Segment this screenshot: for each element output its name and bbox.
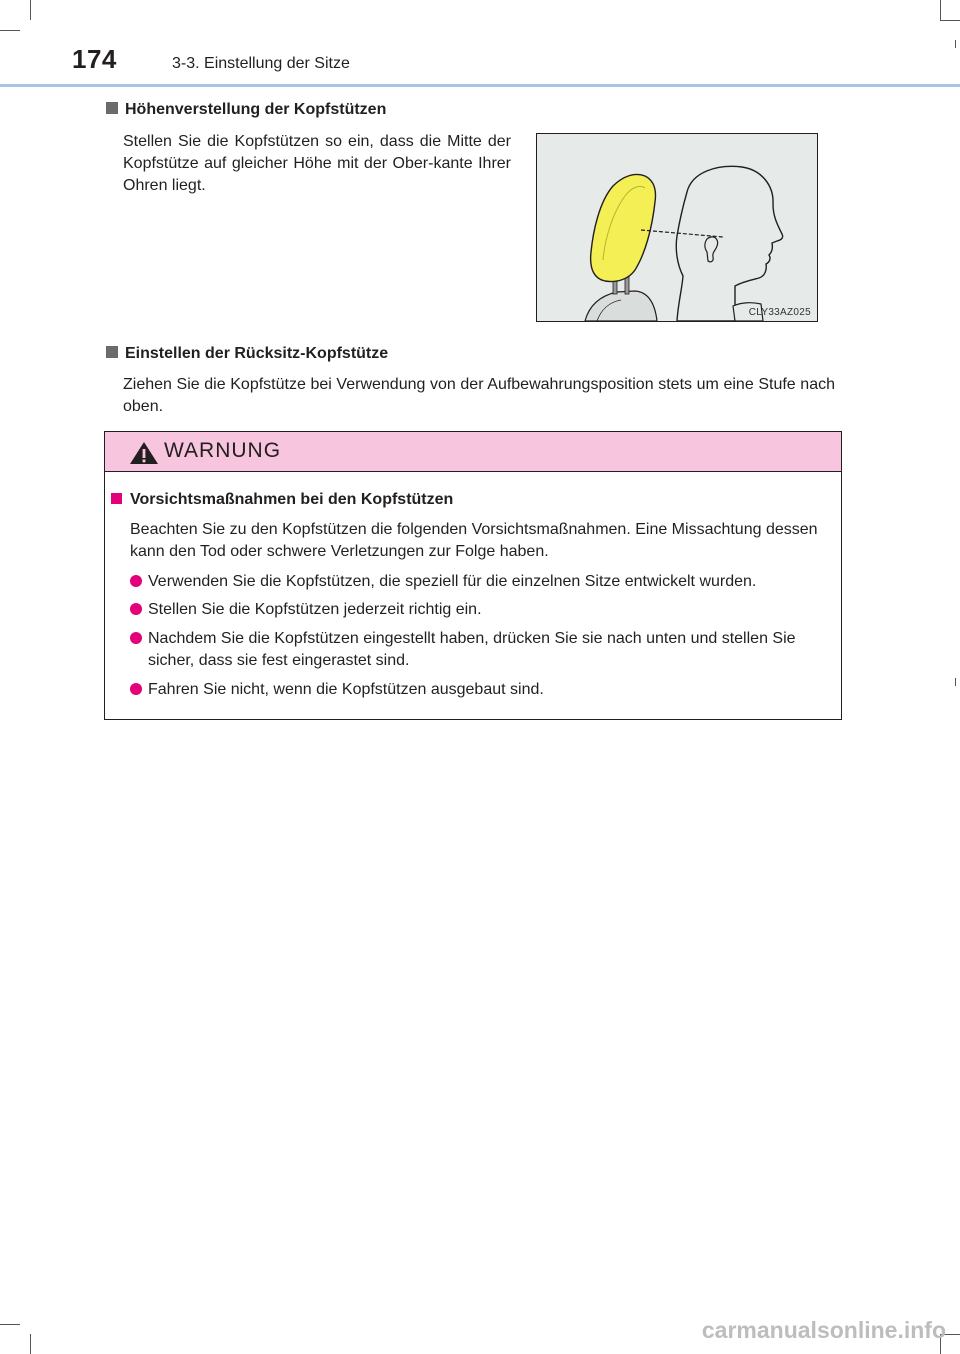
bullet-dot-icon bbox=[130, 683, 142, 695]
bullet-dot-icon bbox=[130, 575, 142, 587]
crop-mark bbox=[30, 0, 31, 20]
page-number: 174 bbox=[72, 44, 117, 74]
chapter-title: 3-3. Einstellung der Sitze bbox=[172, 55, 350, 72]
warning-triangle-icon bbox=[129, 441, 159, 465]
square-bullet-icon bbox=[111, 493, 122, 504]
crop-mark bbox=[0, 30, 20, 31]
section-heading-text: Höhenverstellung der Kopfstützen bbox=[125, 101, 387, 118]
warning-header bbox=[105, 432, 841, 472]
bullet-dot-icon bbox=[130, 603, 142, 615]
warning-label: WARNUNG bbox=[164, 439, 282, 462]
crop-mark bbox=[955, 40, 956, 48]
warning-bullet bbox=[130, 679, 836, 701]
header-rule bbox=[0, 84, 960, 87]
warning-subtitle bbox=[111, 491, 453, 509]
crop-mark bbox=[30, 1334, 31, 1354]
warning-subtitle-text: Vorsichtsmaßnahmen bei den Kopfstützen bbox=[130, 491, 454, 508]
section-heading-headrest-height bbox=[106, 101, 386, 119]
warning-bullet-text: Verwenden Sie die Kopfstützen, die speziell für die einzelnen Sitze entwickelt wurden. bbox=[148, 573, 757, 590]
square-bullet-icon bbox=[106, 102, 118, 114]
watermark: carmanualsonline.info bbox=[701, 1317, 946, 1343]
square-bullet-icon bbox=[106, 346, 118, 358]
crop-mark bbox=[940, 0, 941, 20]
warning-bullet-text: Fahren Sie nicht, wenn die Kopfstützen ausgebaut sind. bbox=[148, 681, 544, 698]
warning-box bbox=[104, 431, 842, 720]
crop-mark bbox=[0, 1324, 20, 1325]
warning-bullet bbox=[130, 599, 836, 621]
headrest-illustration bbox=[536, 133, 818, 322]
warning-bullet-text: Stellen Sie die Kopfstützen jederzeit richtig ein. bbox=[148, 601, 482, 618]
bullet-dot-icon bbox=[130, 632, 142, 644]
crop-mark bbox=[955, 678, 956, 686]
crop-mark bbox=[940, 20, 960, 21]
warning-bullet bbox=[130, 628, 836, 672]
figure-code: CLY33AZ025 bbox=[748, 307, 811, 318]
headrest-diagram bbox=[537, 134, 817, 321]
section-heading-text: Einstellen der Rücksitz-Kopfstütze bbox=[125, 345, 389, 362]
warning-bullet bbox=[130, 571, 836, 593]
section-paragraph: Stellen Sie die Kopfstützen so ein, dass die Mitte der Kopfstütze auf gleicher Höhe mit der Ober-kante Ihrer Ohren liegt. bbox=[123, 133, 511, 194]
warning-intro: Beachten Sie zu den Kopfstützen die folgenden Vorsichtsmaßnahmen. Eine Missachtung dessen kann den Tod oder schwere Verletzungen zur Folge haben. bbox=[130, 521, 818, 560]
section-paragraph: Ziehen Sie die Kopfstütze bei Verwendung von der Aufbewahrungsposition stets um eine Stufe nach oben. bbox=[123, 376, 835, 415]
warning-bullet-text: Nachdem Sie die Kopfstützen eingestellt haben, drücken Sie sie nach unten und stellen Sie sicher, dass sie fest eingerastet sind. bbox=[148, 630, 796, 669]
section-heading-rear-headrest bbox=[106, 345, 388, 363]
